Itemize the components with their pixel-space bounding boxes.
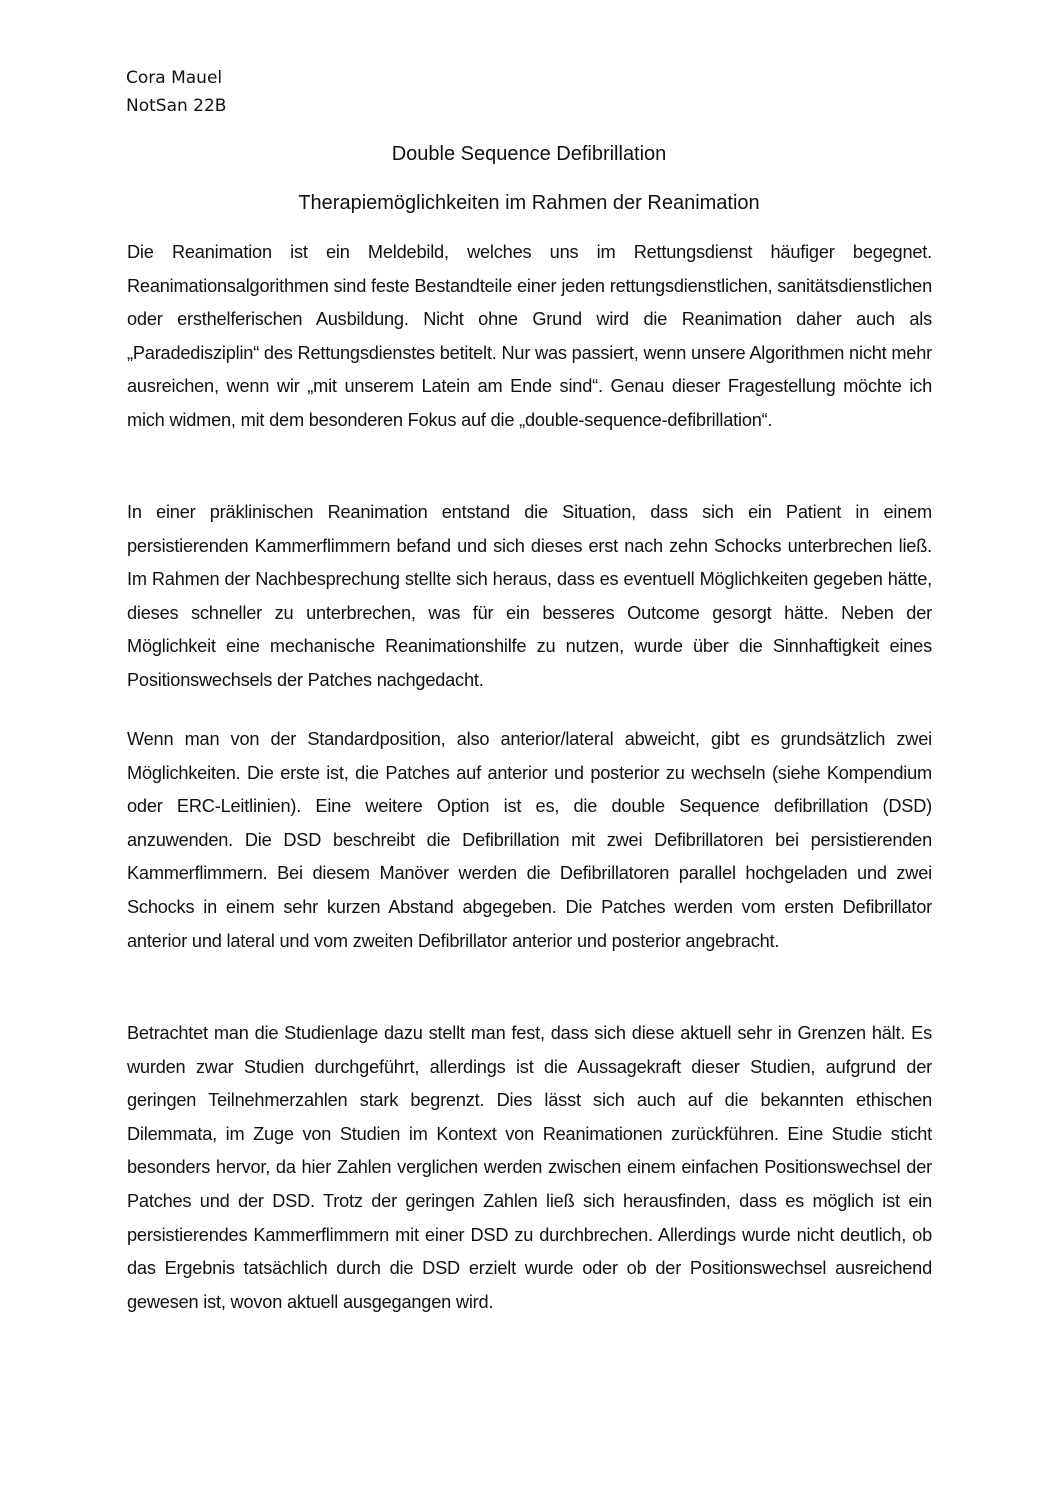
author-name: Cora Mauel (126, 68, 223, 88)
paragraph-studies: Betrachtet man die Studienlage dazu stellt man fest, dass sich diese aktuell sehr in Grenzen hält. Es wurden zwar Studien durchgeführt, allerdings ist die Aussagekraft dieser Studien, aufgrund der geringen Teilnehmerzahlen stark begrenzt. Dies lässt sich auch auf die bekannten ethischen Dilemmata, im Zuge von Studien im Kontext von Reanimationen zurückführen. Eine Studie sticht besonders hervor, da hier Zahlen verglichen werden zwischen einem einfachen Positionswechsel der Patches und der DSD. Trotz der geringen Zahlen ließ sich herausfinden, dass es möglich ist ein persistierendes Kammerflimmern mit einer DSD zu durchbrechen. Allerdings wurde nicht deutlich, ob das Ergebnis tatsächlich durch die DSD erzielt wurde oder ob der Positionswechsel ausreichend gewesen ist, wovon aktuell ausgegangen wird. (127, 1023, 932, 1312)
paragraph-options: Wenn man von der Standardposition, also anterior/lateral abweicht, gibt es grundsätzlich zwei Möglichkeiten. Die erste ist, die Patches auf anterior und posterior zu wechseln (siehe Kompendium oder ERC-Leitlinien). Eine weitere Option ist es, die double Sequence defibrillation (DSD) anzuwenden. Die DSD beschreibt die Defibrillation mit zwei Defibrillatoren bei persistierenden Kammerflimmern. Bei diesem Manöver werden die Defibrillatoren parallel hochgeladen und zwei Schocks in einem sehr kurzen Abstand abgegeben. Die Patches werden vom ersten Defibrillator anterior und lateral und vom zweiten Defibrillator anterior und posterior angebracht. (127, 729, 932, 951)
author-block (126, 64, 226, 120)
document-subtitle: Therapiemöglichkeiten im Rahmen der Reanimation (298, 192, 760, 214)
paragraph-case: In einer präklinischen Reanimation entstand die Situation, dass sich ein Patient in einem persistierenden Kammerflimmern befand und sich dieses erst nach zehn Schocks unterbrechen ließ. Im Rahmen der Nachbesprechung stellte sich heraus, dass es eventuell Möglichkeiten gegeben hätte, dieses schneller zu unterbrechen, was für ein besseres Outcome gesorgt hätte. Neben der Möglichkeit eine mechanische Reanimationshilfe zu nutzen, wurde über die Sinnhaftigkeit eines Positionswechsels der Patches nachgedacht. (127, 502, 932, 690)
course-label: NotSan 22B (126, 96, 227, 116)
paragraph-introduction: Die Reanimation ist ein Meldebild, welches uns im Rettungsdienst häufiger begegnet. Reanimationsalgorithmen sind feste Bestandteile einer jeden rettungsdienstlichen, sanitätsdienstlichen oder ersthelferischen Ausbildung. Nicht ohne Grund wird die Reanimation daher auch als „Paradedisziplin“ des Rettungsdienstes betitelt. Nur was passiert, wenn unsere Algorithmen nicht mehr ausreichen, wenn wir „mit unserem Latein am Ende sind“. Genau dieser Fragestellung möchte ich mich widmen, mit dem besonderen Fokus auf die „double-sequence-defibrillation“. (127, 242, 932, 430)
document-title: Double Sequence Defibrillation (391, 143, 667, 165)
